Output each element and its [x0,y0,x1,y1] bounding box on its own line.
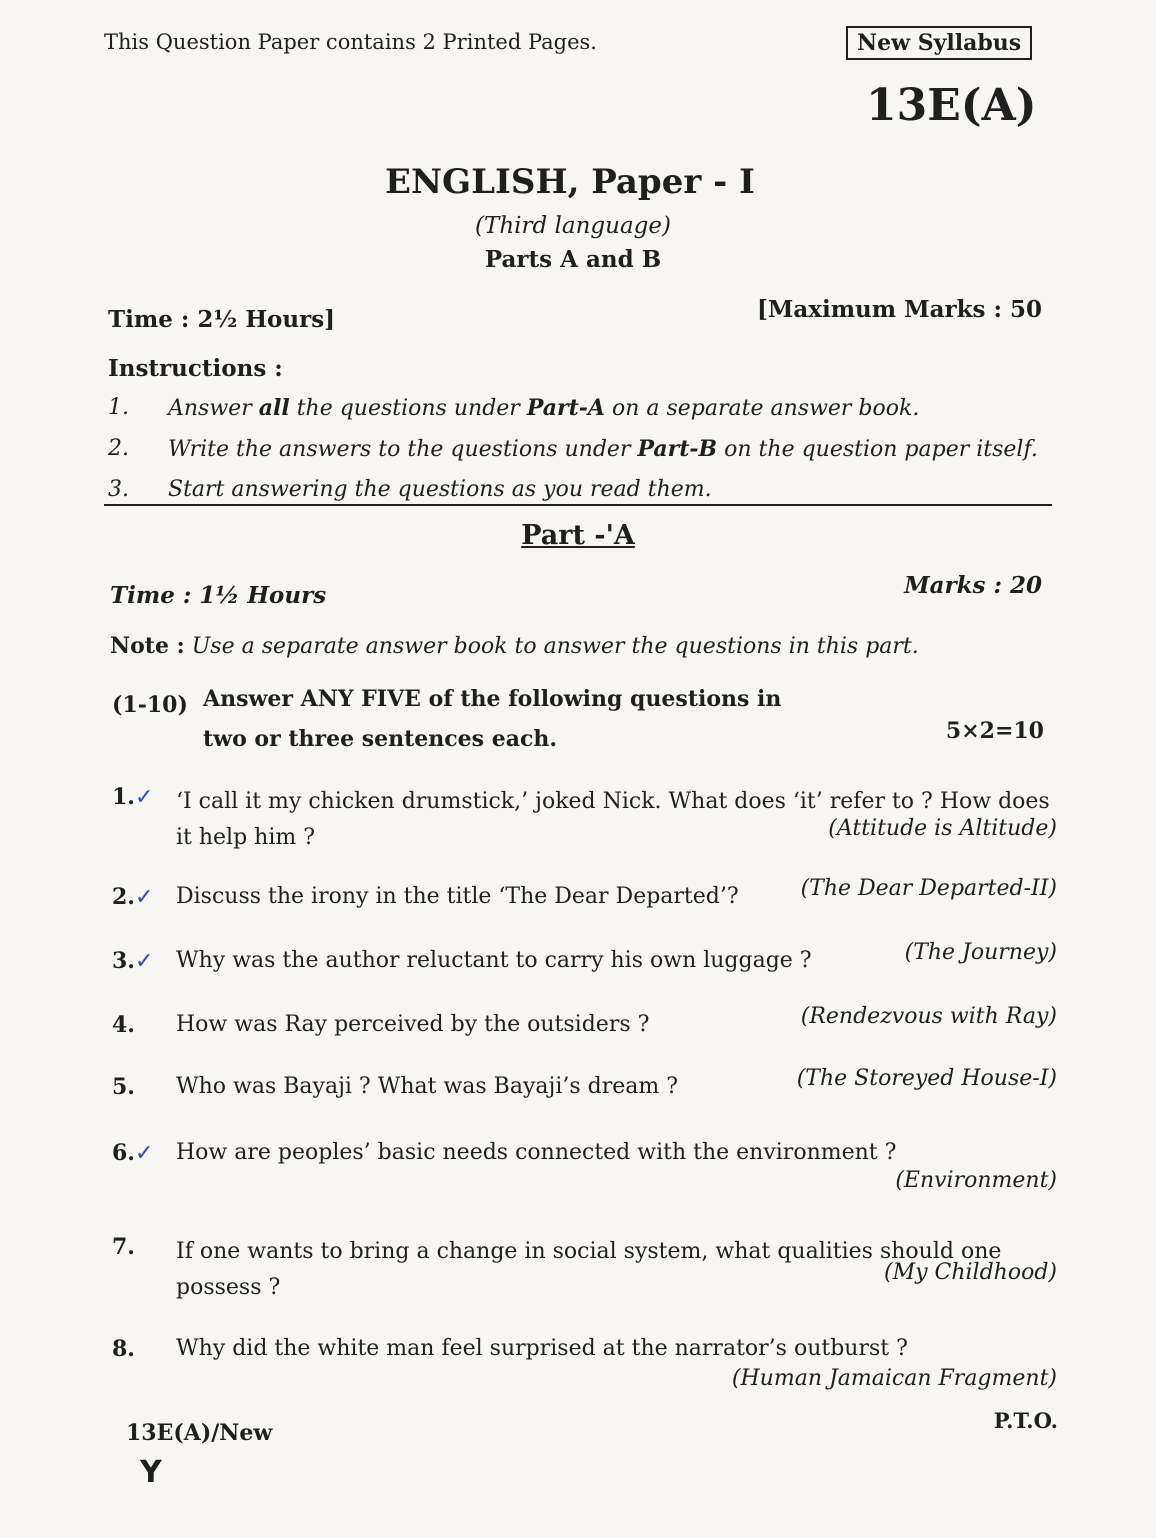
instruction-item [108,395,1058,421]
section-instruction: Answer ANY FIVE of the following questions in [203,686,782,712]
question-number: 3.✓ [112,948,154,974]
question-number: 5. [112,1074,135,1100]
instruction-item [108,477,1058,502]
instruction-number: 1. [108,395,129,420]
question-number: 4. [112,1012,135,1038]
question-source: (Human Jamaican Fragment) [731,1366,1057,1391]
question-number: 6.✓ [112,1140,154,1166]
paper-title: ENGLISH, Paper - I [385,162,755,202]
part-a-marks: Marks : 20 [904,572,1042,599]
series-letter: Y [140,1455,162,1490]
question-text: Why did the white man feel surprised at the narrator’s outburst ? [176,1336,908,1361]
maximum-marks: [Maximum Marks : 50 [757,296,1042,323]
instructions-heading: Instructions : [108,355,283,382]
part-a-heading: Part -'A [521,520,635,551]
instruction-number: 3. [108,477,129,502]
syllabus-badge: New Syllabus [846,26,1032,60]
paper-code: 13E(A) [866,80,1037,131]
section-divider [104,504,1052,506]
question-text: If one wants to bring a change in social system, what qualities should one possess ? [176,1239,1002,1300]
tick-mark-icon: ✓ [134,885,154,910]
question-item [112,1004,1057,1042]
tick-mark-icon: ✓ [134,949,154,974]
question-text: Why was the author reluctant to carry his own luggage ? [176,948,812,973]
question-source: (My Childhood) [883,1260,1057,1285]
paper-parts: Parts A and B [484,246,662,273]
question-text: How was Ray perceived by the outsiders ? [176,1012,650,1037]
instruction-text: Answer all the questions under Part-A on a separate answer book. [168,395,920,421]
question-item [112,784,1057,854]
instruction-number: 2. [108,436,129,461]
question-source: (The Journey) [904,940,1057,965]
section-number: (1-10) [112,692,188,718]
question-source: (Attitude is Altitude) [828,816,1057,841]
please-turn-over: P.T.O. [993,1408,1058,1433]
instruction-item [108,436,1058,462]
question-item [112,876,1057,914]
footer-code: 13E(A)/New [126,1420,273,1446]
part-a-time: Time : 1½ Hours [110,582,327,609]
question-number: 2.✓ [112,884,154,910]
question-item [112,1336,1057,1396]
question-number: 7. [112,1234,135,1260]
question-item [112,1234,1057,1304]
question-text: Who was Bayaji ? What was Bayaji’s dream ? [176,1074,679,1099]
instruction-text: Write the answers to the questions under Part-B on the question paper itself. [168,436,1038,462]
part-a-note: Note : Use a separate answer book to answer the questions in this part. [110,633,919,659]
question-text: Discuss the irony in the title ‘The Dear Departed’? [176,884,739,909]
tick-mark-icon: ✓ [134,785,154,810]
question-item [112,1066,1057,1104]
question-text: ‘I call it my chicken drumstick,’ joked Nick. What does ‘it’ refer to ? How does it help him ? [176,789,1050,850]
question-text: How are peoples’ basic needs connected with the environment ? [176,1140,897,1165]
tick-mark-icon: ✓ [134,1141,154,1166]
question-number: 8. [112,1336,135,1362]
question-number: 1.✓ [112,784,154,810]
question-item [112,1140,1057,1200]
total-time: Time : 2½ Hours] [108,306,336,333]
paper-subtitle: (Third language) [475,213,671,239]
section-score: 5×2=10 [945,718,1044,744]
question-source: (Environment) [895,1168,1057,1193]
section-instruction-cont: two or three sentences each. [203,726,558,752]
question-source: (The Dear Departed-II) [800,876,1057,901]
question-item [112,940,1057,978]
question-source: (The Storeyed House-I) [796,1066,1057,1091]
instruction-text: Start answering the questions as you read them. [168,477,712,502]
question-source: (Rendezvous with Ray) [800,1004,1057,1029]
printed-pages-note: This Question Paper contains 2 Printed Pages. [104,30,597,54]
